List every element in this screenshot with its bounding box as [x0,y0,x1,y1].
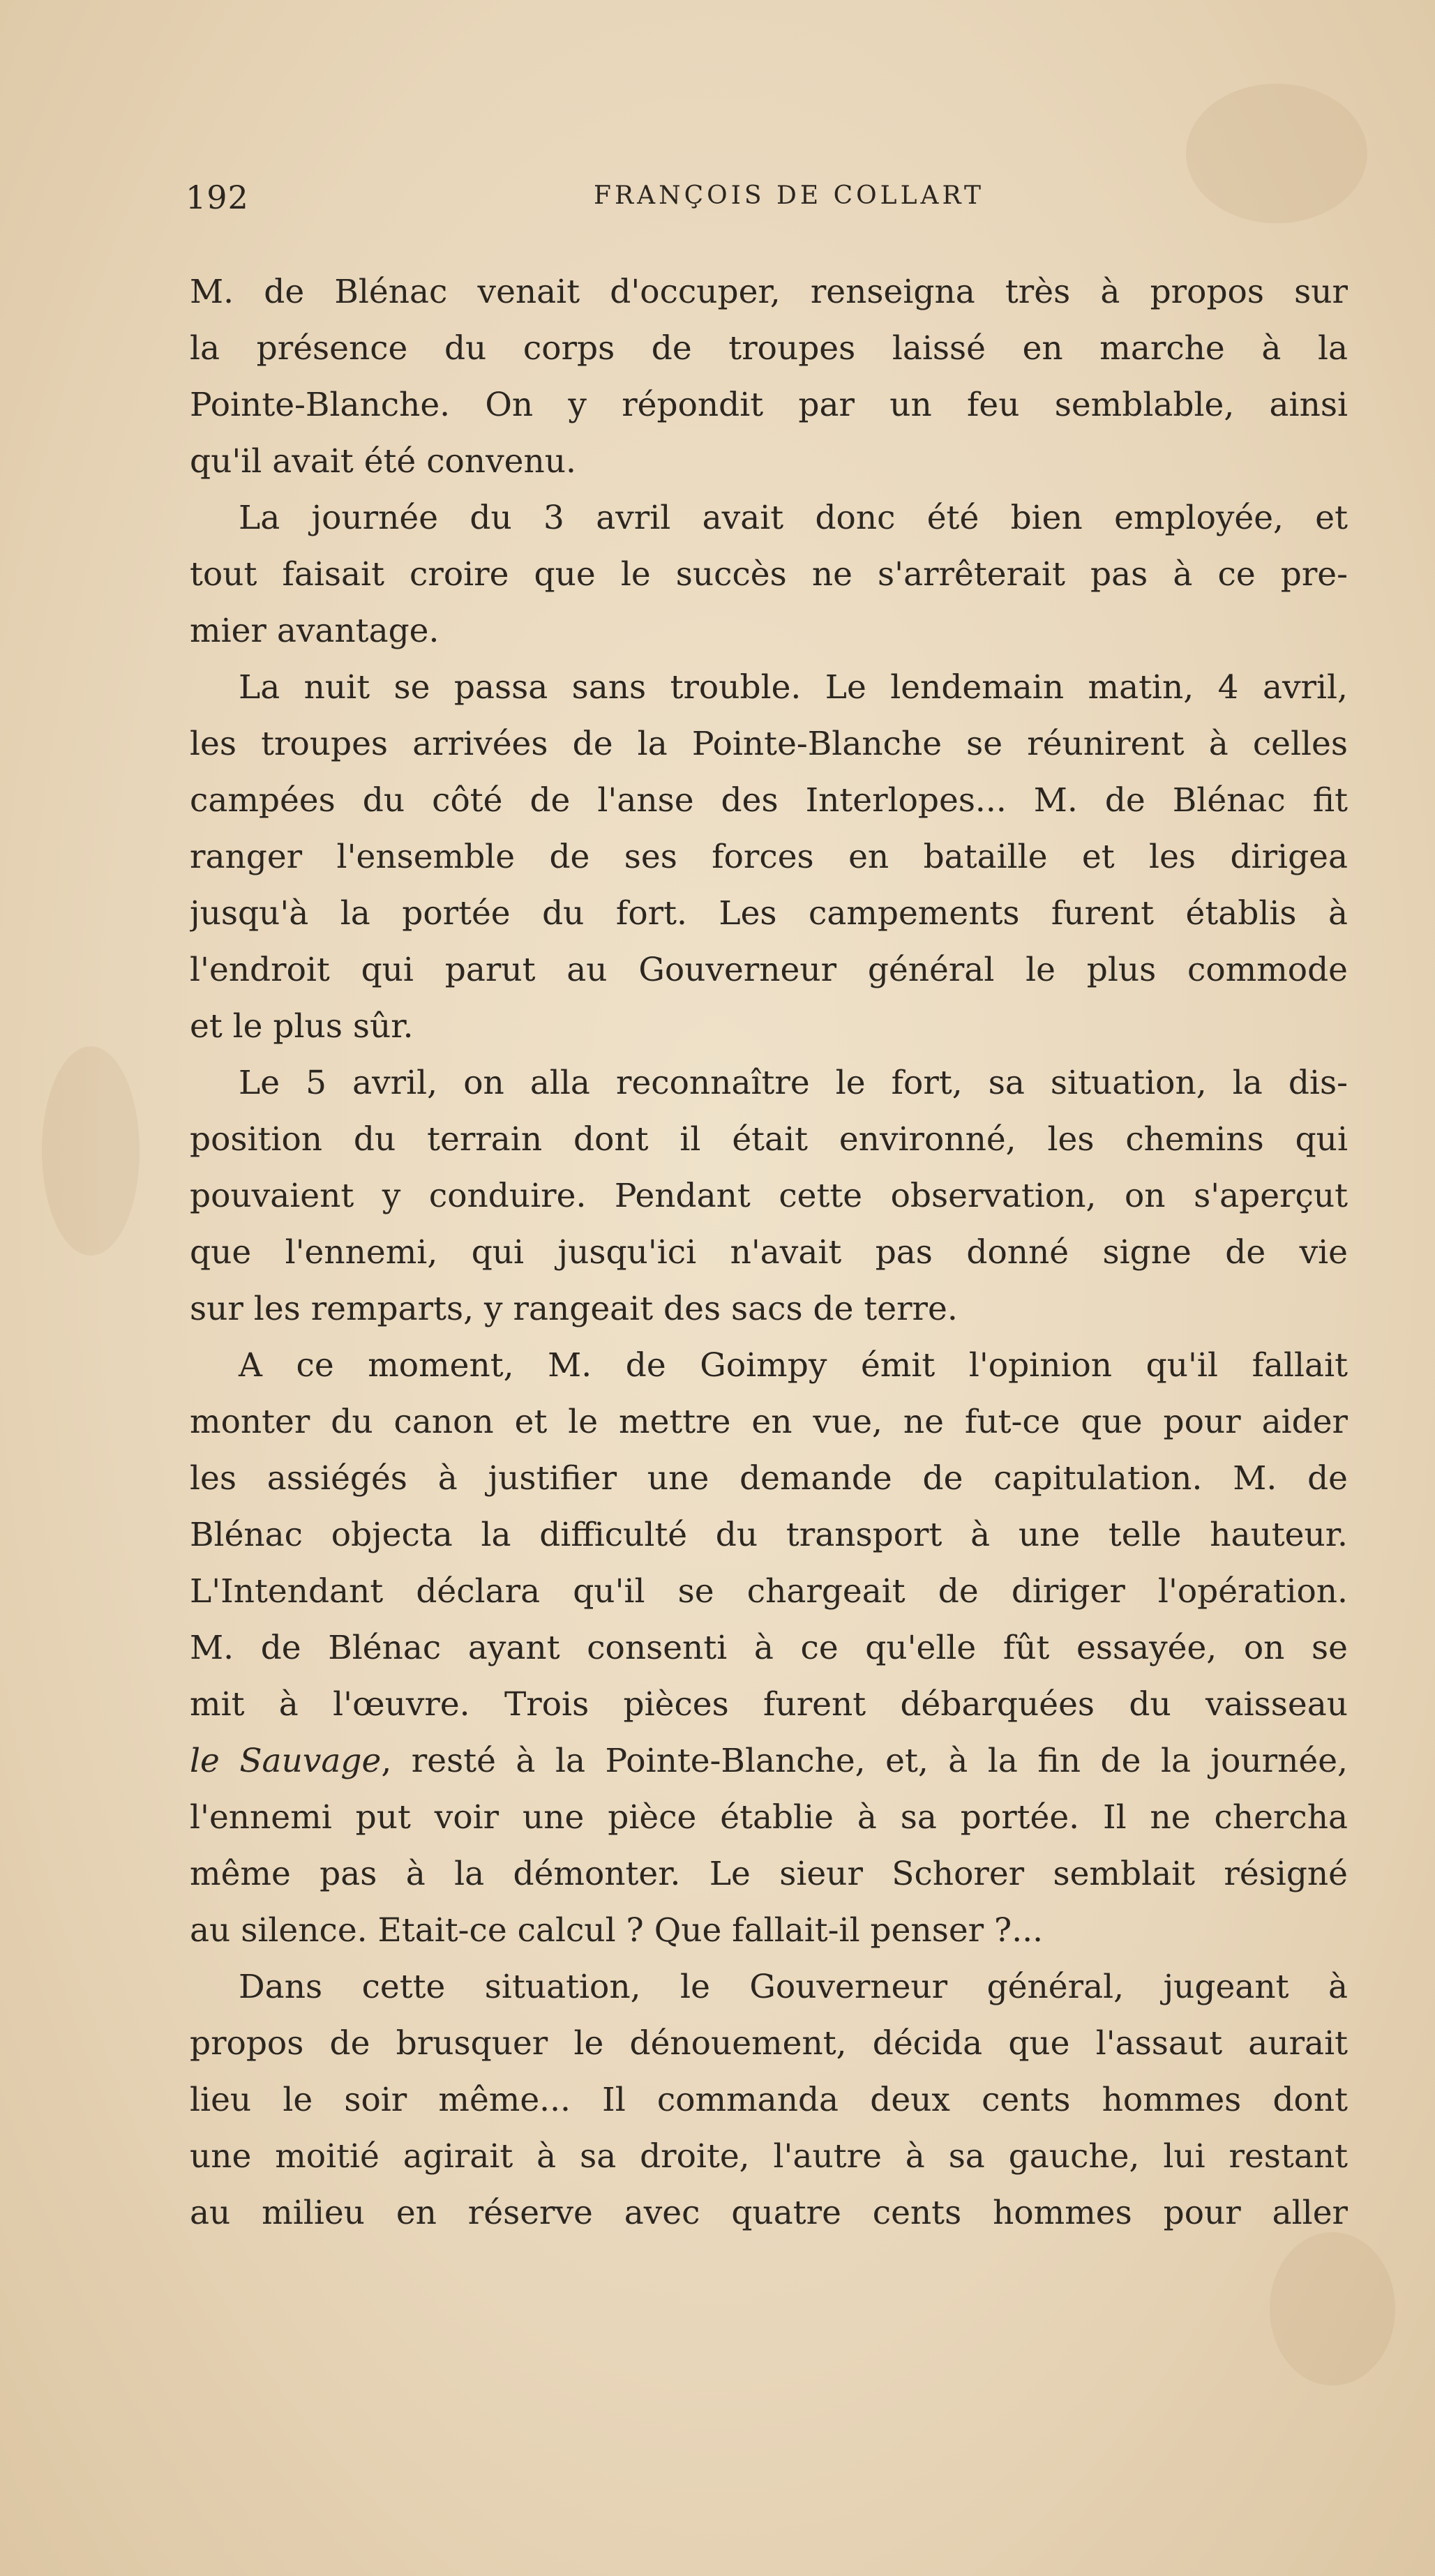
paragraph-start-line: Dans cette situation, le Gouverneur général, jugeant à [239,1968,1348,2006]
text-line: même pas à la démonter. Le sieur Schorer semblait résigné [190,1855,1348,1893]
page-number: 192 [186,179,249,216]
text-line: ranger l'ensemble de ses forces en bataille et les dirigea [190,838,1348,876]
text-line: qu'il avait été convenu. [190,442,576,481]
ship-name: le Sauvage [190,1742,382,1780]
text-line: position du terrain dont il était environné, les chemins qui [190,1120,1348,1159]
text-line: M. de Blénac venait d'occuper, renseigna très à propos sur [190,273,1348,311]
text-line: sur les remparts, y rangeait des sacs de terre. [190,1290,958,1328]
paragraph-start-line: A ce moment, M. de Goimpy émit l'opinion qu'il fallait [239,1346,1348,1385]
text-line: au silence. Etait-ce calcul ? Que fallait-il penser ?... [190,1911,1044,1950]
text-line: les troupes arrivées de la Pointe-Blanche se réunirent à celles [190,725,1348,763]
text-line: jusqu'à la portée du fort. Les campements furent établis à [190,894,1348,933]
text-line: M. de Blénac ayant consenti à ce qu'elle fût essayée, on se [190,1629,1348,1667]
text-line: L'Intendant déclara qu'il se chargeait de diriger l'opération. [190,1572,1348,1611]
paper-stain [1270,2232,1395,2386]
text-line: et le plus sûr. [190,1007,414,1046]
page-header [186,179,1351,220]
text-line: tout faisait croire que le succès ne s'arrêterait pas à ce pre- [190,555,1348,594]
text-line: Blénac objecta la difficulté du transport à une telle hauteur. [190,1516,1348,1554]
body-text [190,264,1348,2241]
text-line: mier avantage. [190,612,439,650]
text-line: les assiégés à justifier une demande de capitulation. M. de [190,1459,1348,1498]
text-line: mit à l'œuvre. Trois pièces furent débarquées du vaisseau [190,1685,1348,1724]
running-title: FRANÇOIS DE COLLART [594,181,984,210]
text-line: propos de brusquer le dénouement, décida que l'assaut aurait [190,2024,1348,2063]
paragraph-start-line: La journée du 3 avril avait donc été bien employée, et [239,499,1348,537]
text-line: pouvaient y conduire. Pendant cette observation, on s'aperçut [190,1177,1348,1215]
text-line: monter du canon et le mettre en vue, ne fut-ce que pour aider [190,1403,1348,1441]
paragraph-start-line: La nuit se passa sans trouble. Le lendemain matin, 4 avril, [239,668,1348,707]
text-line: la présence du corps de troupes laissé en marche à la [190,329,1348,368]
text-line-with-italic [190,1733,1348,1789]
text-line: Pointe-Blanche. On y répondit par un feu semblable, ainsi [190,386,1348,424]
text-line: une moitié agirait à sa droite, l'autre à sa gauche, lui restant [190,2137,1348,2176]
paper-stain [42,1046,140,1256]
text-line: au milieu en réserve avec quatre cents hommes pour aller [190,2194,1348,2232]
text-line: campées du côté de l'anse des Interlopes... M. de Blénac fit [190,781,1348,820]
text-line: lieu le soir même... Il commanda deux cents hommes dont [190,2081,1348,2119]
text-line-rest: , resté à la Pointe-Blanche, et, à la fin de la journée, [381,1742,1348,1780]
text-line: que l'ennemi, qui jusqu'ici n'avait pas donné signe de vie [190,1233,1348,1272]
paragraph-start-line: Le 5 avril, on alla reconnaître le fort, sa situation, la dis- [239,1064,1348,1102]
text-line: l'endroit qui parut au Gouverneur général le plus commode [190,951,1348,989]
text-line: l'ennemi put voir une pièce établie à sa portée. Il ne chercha [190,1798,1348,1837]
